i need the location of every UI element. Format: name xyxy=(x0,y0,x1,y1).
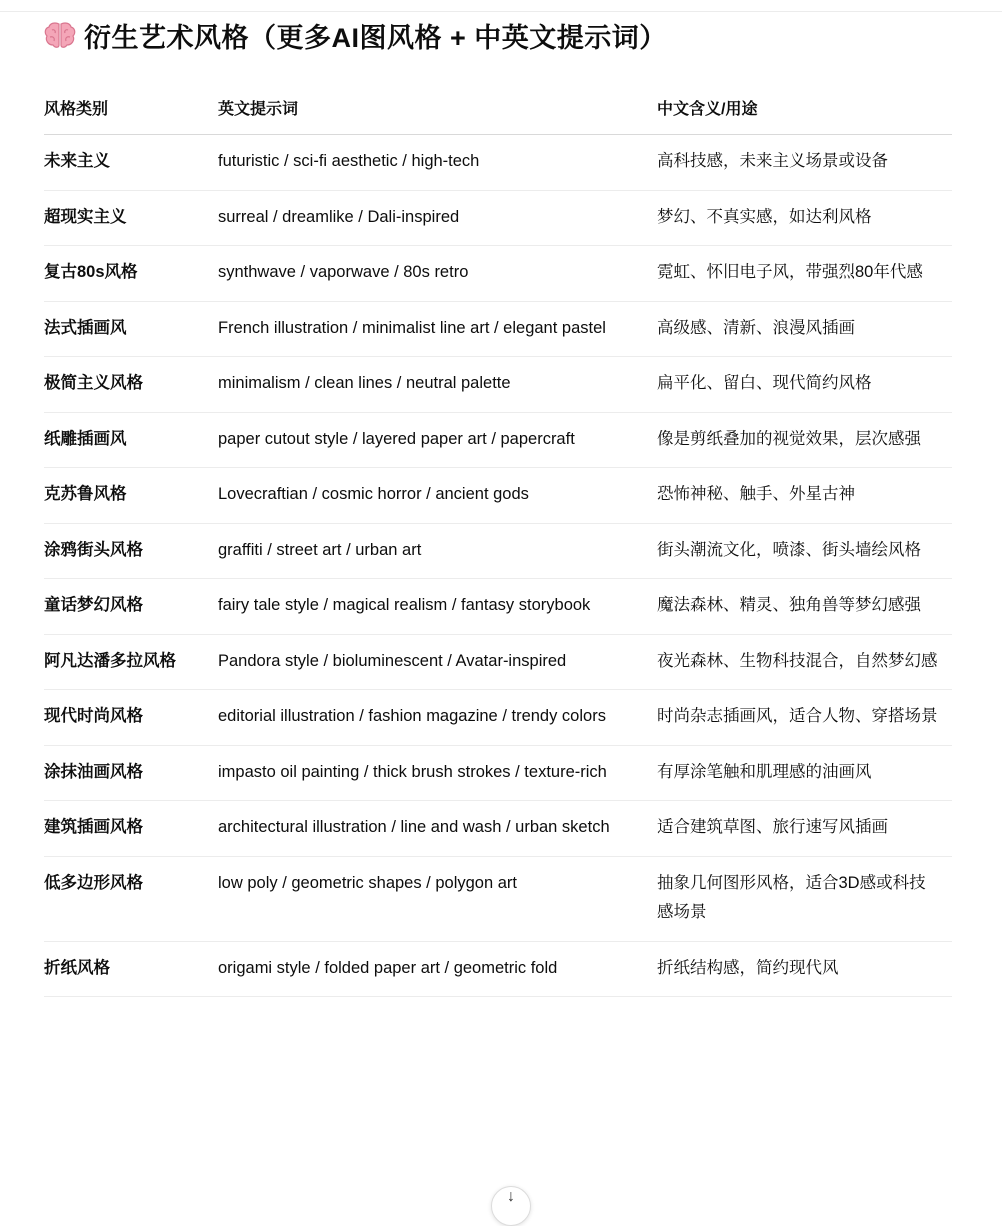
english-prompt-cell: architectural illustration / line and wash / urban sketch xyxy=(218,801,657,857)
chinese-meaning-cell: 街头潮流文化，喷漆、街头墙绘风格 xyxy=(657,523,952,579)
english-prompt-cell: Pandora style / bioluminescent / Avatar-inspired xyxy=(218,634,657,690)
english-prompt-cell: fairy tale style / magical realism / fantasy storybook xyxy=(218,579,657,635)
chinese-meaning-cell: 夜光森林、生物科技混合，自然梦幻感 xyxy=(657,634,952,690)
table-row xyxy=(44,579,952,635)
category-cell: 建筑插画风格 xyxy=(44,801,218,857)
chinese-meaning-cell: 适合建筑草图、旅行速写风插画 xyxy=(657,801,952,857)
header-english-prompt: 英文提示词 xyxy=(218,80,657,135)
chinese-meaning-cell: 扁平化、留白、现代简约风格 xyxy=(657,357,952,413)
table-row xyxy=(44,856,952,941)
chinese-meaning-cell: 有厚涂笔触和肌理感的油画风 xyxy=(657,745,952,801)
chinese-meaning-cell: 霓虹、怀旧电子风，带强烈80年代感 xyxy=(657,246,952,302)
category-cell: 现代时尚风格 xyxy=(44,690,218,746)
chinese-meaning-cell: 梦幻、不真实感，如达利风格 xyxy=(657,190,952,246)
english-prompt-cell: Lovecraftian / cosmic horror / ancient gods xyxy=(218,468,657,524)
chinese-meaning-cell: 高级感、清新、浪漫风插画 xyxy=(657,301,952,357)
table-row xyxy=(44,941,952,997)
english-prompt-cell: low poly / geometric shapes / polygon art xyxy=(218,856,657,941)
category-cell: 法式插画风 xyxy=(44,301,218,357)
english-prompt-cell: French illustration / minimalist line art / elegant pastel xyxy=(218,301,657,357)
table-row xyxy=(44,801,952,857)
english-prompt-cell: origami style / folded paper art / geometric fold xyxy=(218,941,657,997)
english-prompt-cell: graffiti / street art / urban art xyxy=(218,523,657,579)
english-prompt-cell: surreal / dreamlike / Dali-inspired xyxy=(218,190,657,246)
table-row xyxy=(44,468,952,524)
table-row xyxy=(44,634,952,690)
table-row xyxy=(44,690,952,746)
category-cell: 涂鸦街头风格 xyxy=(44,523,218,579)
table-header-row xyxy=(44,80,952,135)
category-cell: 童话梦幻风格 xyxy=(44,579,218,635)
category-cell: 低多边形风格 xyxy=(44,856,218,941)
category-cell: 涂抹油画风格 xyxy=(44,745,218,801)
english-prompt-cell: paper cutout style / layered paper art / papercraft xyxy=(218,412,657,468)
top-divider xyxy=(0,11,1002,12)
table-row xyxy=(44,523,952,579)
category-cell: 未来主义 xyxy=(44,135,218,191)
table-row xyxy=(44,190,952,246)
category-cell: 超现实主义 xyxy=(44,190,218,246)
header-chinese-meaning: 中文含义/用途 xyxy=(657,80,952,135)
category-cell: 克苏鲁风格 xyxy=(44,468,218,524)
section-heading xyxy=(44,15,667,55)
english-prompt-cell: impasto oil painting / thick brush strokes / texture-rich xyxy=(218,745,657,801)
english-prompt-cell: editorial illustration / fashion magazine / trendy colors xyxy=(218,690,657,746)
table-row xyxy=(44,135,952,191)
table-row xyxy=(44,246,952,302)
chinese-meaning-cell: 像是剪纸叠加的视觉效果，层次感强 xyxy=(657,412,952,468)
chinese-meaning-cell: 时尚杂志插画风，适合人物、穿搭场景 xyxy=(657,690,952,746)
category-cell: 纸雕插画风 xyxy=(44,412,218,468)
table-row xyxy=(44,301,952,357)
chinese-meaning-cell: 高科技感，未来主义场景或设备 xyxy=(657,135,952,191)
english-prompt-cell: futuristic / sci-fi aesthetic / high-tech xyxy=(218,135,657,191)
style-table xyxy=(44,80,952,997)
page-title: 衍生艺术风格（更多AI图风格 + 中英文提示词） xyxy=(84,22,667,53)
chinese-meaning-cell: 折纸结构感，简约现代风 xyxy=(657,941,952,997)
category-cell: 极简主义风格 xyxy=(44,357,218,413)
header-category: 风格类别 xyxy=(44,80,218,135)
arrow-down-icon: ↓ xyxy=(507,1188,515,1205)
chinese-meaning-cell: 恐怖神秘、触手、外星古神 xyxy=(657,468,952,524)
chinese-meaning-cell: 魔法森林、精灵、独角兽等梦幻感强 xyxy=(657,579,952,635)
table-row xyxy=(44,745,952,801)
category-cell: 复古80s风格 xyxy=(44,246,218,302)
scroll-to-bottom-button[interactable] xyxy=(491,1186,531,1226)
table-row xyxy=(44,412,952,468)
brain-icon xyxy=(44,21,76,49)
category-cell: 折纸风格 xyxy=(44,941,218,997)
table-row xyxy=(44,357,952,413)
english-prompt-cell: minimalism / clean lines / neutral palette xyxy=(218,357,657,413)
chinese-meaning-cell: 抽象几何图形风格，适合3D感或科技感场景 xyxy=(657,856,952,941)
category-cell: 阿凡达潘多拉风格 xyxy=(44,634,218,690)
english-prompt-cell: synthwave / vaporwave / 80s retro xyxy=(218,246,657,302)
